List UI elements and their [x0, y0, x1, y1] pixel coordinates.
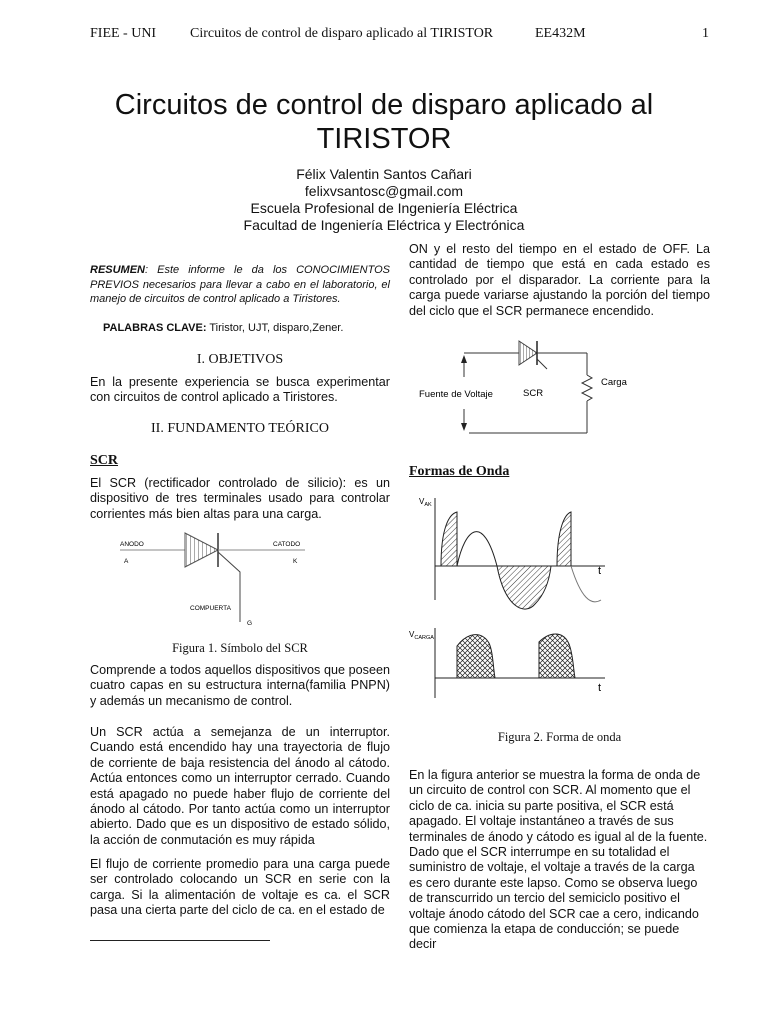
scr-circuit-diagram	[409, 335, 709, 440]
scr-label: SCR	[523, 388, 544, 399]
load-resistor	[582, 375, 592, 401]
waveform-figure	[405, 488, 620, 700]
header-course: EE432M	[535, 26, 586, 41]
time-label-upper: t	[598, 565, 602, 577]
source-arrow-up-head	[461, 355, 467, 363]
author-school: Escuela Profesional de Ingeniería Eléctrica	[250, 200, 518, 216]
figure-1-caption: Figura 1. Símbolo del SCR	[172, 641, 308, 655]
author-block	[40, 166, 728, 234]
diode-triangle	[185, 533, 218, 567]
section-fundamento-title: II. FUNDAMENTO TEÓRICO	[151, 421, 329, 436]
time-label-lower: t	[598, 682, 602, 694]
paragraph-on-off: ON y el resto del tiempo en el estado de OFF. La cantidad de tiempo que está en cada estado es controlado por el disparador. La corriente para la carga puede variarse ajustando la porción del tiempo del ciclo que el SCR permanece encendido.	[409, 242, 710, 318]
footnote-rule	[90, 940, 270, 941]
author-name: Félix Valentin Santos Cañari	[296, 166, 472, 182]
paragraph-interruptor: Un SCR actúa a semejanza de un interruptor. Cuando está encendido hay una trayectoria de flujo de corriente de baja resistencia del ánodo al cátodo. Actúa entonces como un interruptor cerrado. Cuando está apagado no puede haber flujo de corriente del ánodo al cátodo. Por tanto actúa como un interruptor abierto. Dado que es un dispositivo de estado sólido, la acción de conmutación es muy rápida	[90, 725, 390, 847]
paragraph-capas: Comprende a todos aquellos dispositivos que poseen cuatro capas en su estructura interna(familia PNPN) y además un mecanismo de control.	[90, 663, 390, 708]
header-title: Circuitos de control de disparo aplicado al TIRISTOR	[190, 26, 494, 41]
gate-label: COMPUERTA	[190, 605, 231, 612]
abstract-label: RESUMEN	[90, 264, 146, 276]
anode-letter: A	[124, 558, 129, 565]
waveforms-heading: Formas de Onda	[409, 464, 510, 479]
circuit-gate-lead	[537, 359, 547, 369]
vak-continuation	[571, 566, 601, 602]
scr-symbol-figure	[90, 530, 390, 635]
vak-positive-blocking	[441, 512, 457, 566]
paragraph-flujo: El flujo de corriente promedio para una carga puede ser controlado colocando un SCR en serie con la carga. Si la alimentación de voltaje es ca. el SCR pasa una cierta parte del ciclo de ca. en el estado de	[90, 857, 390, 918]
header-page-number: 1	[702, 26, 709, 41]
scr-heading: SCR	[90, 453, 119, 468]
title-line-2: TIRISTOR	[316, 123, 452, 155]
paragraph-forma-de-onda: En la figura anterior se muestra la forma de onda de un circuito de control con SCR. Al momento que el ciclo de ca. inicia su parte positiva, el SCR está apagado. El voltaje instantáneo a través de sus terminales de ánodo y cátodo es igual al de la fuente. Dado que el SCR interrumpe en su totalidad el suministro de voltaje, el voltaje a través de la carga es cero durante este lapso. Como se observa luego de transcurrido un tercio del semiciclo positivo el voltaje ánodo cátodo del SCR cae a cero, indicando que comienza la etapa de conducción; se puede decir	[409, 768, 708, 952]
keywords	[103, 322, 343, 334]
source-arrow-down-head	[461, 423, 467, 431]
title-line-1: Circuitos de control de disparo aplicado al	[114, 89, 654, 121]
vak-source-positive	[457, 532, 497, 566]
author-faculty: Facultad de Ingeniería Eléctrica y Electrónica	[243, 217, 525, 233]
gate-letter: G	[247, 620, 253, 627]
load-label: Carga	[601, 377, 627, 388]
figure-2-caption: Figura 2. Forma de onda	[497, 730, 622, 744]
keywords-text: Tiristor, UJT, disparo,Zener.	[206, 322, 344, 334]
vcarga-pulse-2	[539, 634, 575, 678]
paper-title	[40, 88, 728, 156]
section-objetivos-text: En la presente experiencia se busca experimentar con circuitos de control aplicado a Tiristores.	[90, 375, 390, 405]
vcarga-label: $V_{CARGA}$	[409, 630, 434, 641]
abstract-text: Este informe le da los CONOCIMIENTOS PREVIOS necesarios para llevar a cabo en el laboratorio, el manejo de circuitos de control aplicado a Tiristores.	[90, 264, 390, 305]
keywords-label: PALABRAS CLAVE:	[103, 322, 207, 334]
vak-label: $V_{AK}$	[419, 497, 432, 508]
source-label: Fuente de Voltaje	[419, 389, 493, 400]
author-email: felixvsantosc@gmail.com	[304, 183, 464, 199]
anode-label: ANODO	[120, 541, 144, 548]
vak-positive-blocking-2	[551, 512, 571, 566]
vcarga-pulse-1	[457, 635, 495, 678]
circuit-scr-triangle	[519, 341, 537, 365]
header-left: FIEE - UNI	[90, 26, 157, 41]
cathode-letter: K	[293, 558, 298, 565]
cathode-label: CATODO	[273, 541, 301, 548]
abstract: RESUMEN: Este informe le da los CONOCIMIENTOS PREVIOS necesarios para llevar a cabo en el laboratorio, el manejo de circuitos de control aplicado a Tiristores.	[90, 264, 390, 305]
section-objetivos-title: I. OBJETIVOS	[196, 352, 284, 367]
scr-intro-text: El SCR (rectificador controlado de silicio): es un dispositivo de tres terminales usado para controlar corrientes más bien altas para una carga.	[90, 476, 390, 521]
vak-negative-half	[497, 566, 551, 609]
